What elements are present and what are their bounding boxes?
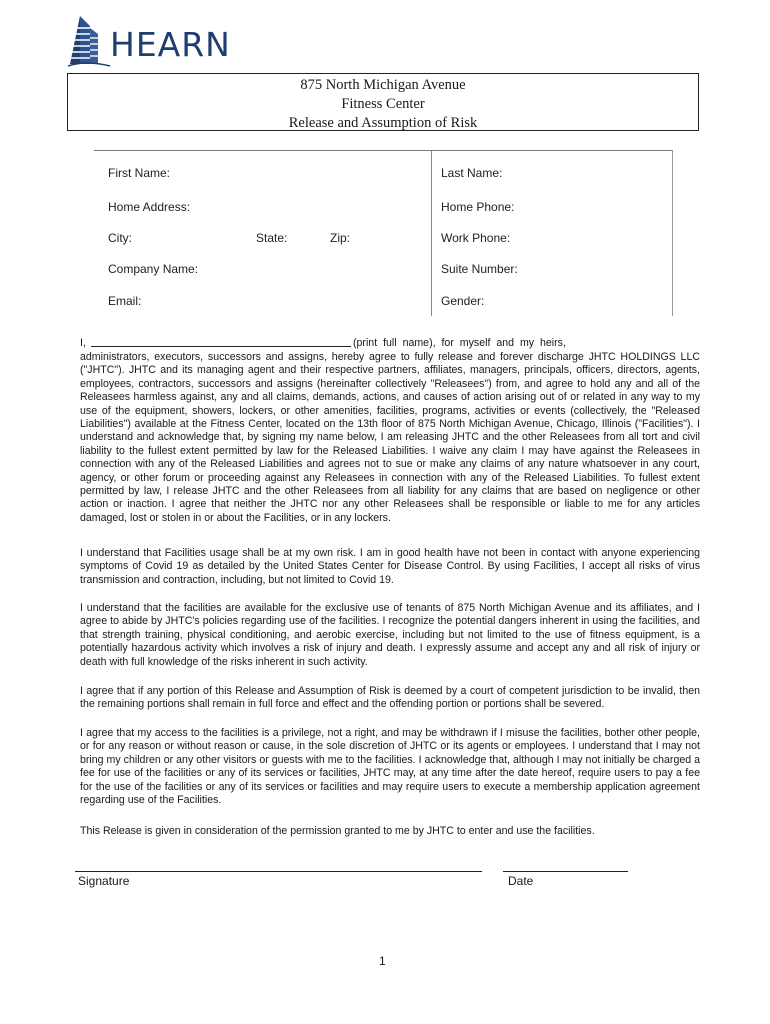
last-name-field[interactable]: Last Name:	[441, 166, 503, 180]
city-field[interactable]: City:	[108, 231, 132, 245]
consideration-paragraph: This Release is given in consideration of the permission granted to me by JHTC to enter and use the facilities.	[80, 825, 595, 837]
signature-line[interactable]	[75, 871, 482, 872]
date-line[interactable]	[503, 871, 628, 872]
email-field[interactable]: Email:	[108, 294, 142, 308]
health-risk-paragraph: I understand that Facilities usage shall be at my own risk. I am in good health have not been in contact with anyone experiencing symptoms of Covid 19 as detailed by the United States Center for Disease Control. By using Facilities, I accept all risks of virus transmission and contraction, including, but not limited to Covid 19.	[80, 547, 700, 586]
home-address-field[interactable]: Home Address:	[108, 200, 191, 214]
title-address: 875 North Michigan Avenue	[300, 77, 466, 93]
date-label: Date	[508, 874, 534, 888]
title-document: Release and Assumption of Risk	[288, 115, 478, 131]
facility-use-paragraph: I understand that the facilities are available for the exclusive use of tenants of 875 North Michigan Avenue and its affiliates, and I agree to abide by JHTC's policies regarding use of the facilities. I recognize the potential dangers inherent in using the facilities, and that strength training, physical conditioning, and aerobic exercise, including but not limited to the use of fitness equipment, is a potentially hazardous activity which involves a risk of injury and death. I expressly assume and accept any and all risk of injury or death with full knowledge of the risks inherent in such activity.	[80, 602, 700, 668]
gender-field[interactable]: Gender:	[441, 294, 485, 308]
building-logo-icon	[68, 16, 110, 66]
work-phone-field[interactable]: Work Phone:	[441, 231, 511, 245]
state-field[interactable]: State:	[256, 231, 288, 245]
release-intro-continued: (print full name), for myself and my heirs,	[353, 337, 566, 349]
severability-paragraph: I agree that if any portion of this Release and Assumption of Risk is deemed by a court of competent jurisdiction to be invalid, then the remaining portions shall remain in full force and effect and the offending portion or portions shall be severed.	[80, 685, 700, 711]
title-facility: Fitness Center	[341, 96, 425, 112]
zip-field[interactable]: Zip:	[330, 231, 351, 245]
suite-number-field[interactable]: Suite Number:	[441, 262, 518, 276]
first-name-field[interactable]: First Name:	[108, 166, 171, 180]
release-paragraph: administrators, executors, successors and assigns, hereby agree to fully release and forever discharge JHTC HOLDINGS LLC ("JHTC"). JHTC and its managing agent and their respective partners, affiliates, managers, principals, officers, directors, agents, employees, contractors, successors and assigns (hereinafter collectively "Releasees") from, and agree to hold any and all of the Releasees harmless against, any and all claims, demands, actions, and causes of action arising out of or related in any way to my use of the equipment, showers, lockers, or other amenities, facilities, programs, activities or events (collectively, the "Released Liabilities") available at the Fitness Center, located on the 13th floor of 875 North Michigan Avenue, Chicago, Illinois ("Facilities"). I understand and acknowledge that, by signing my name below, I am releasing JHTC and the other Releasees from all tort and civil liability to the fullest extent permitted by law for the Released Liabilities. I waive any claim I may have against the Releasees in connection with any of the Released Liabilities and agrees not to sue or make any claims of any nature whatsoever in any court, agency, or other forum or proceeding against any Releasees in connection with any of the Released Liabilities. To fullest extent permitted by law, I release JHTC and the other Releasees from all liability for any claims that are based on negligence or other action or inaction. I agree that neither the JHTC nor any other Releasees shall be responsible or liable to me for any articles damaged, lost or stolen in or about the Facilities, or in any lockers.	[80, 351, 700, 524]
access-privilege-paragraph: I agree that my access to the facilities is a privilege, not a right, and may be withdrawn if I misuse the facilities, bother other people, or for any reason or without reason or cause, in the sole discretion of JHTC or its agents or employees. I understand that I may not bring my children or any other visitors or guests with me to the facilities. I acknowledge that, although I may not initially be charged a fee for use of the facilities or any of its services or facilities, JHTC may, at any time after the date hereof, require users to pay a fee for the use of the facilities or any of its services or facilities and may require users to execute a membership application agreement regarding use of the Facilities.	[80, 727, 700, 807]
logo-wordmark: HEARN	[110, 25, 231, 64]
document-title-box	[67, 73, 699, 131]
page-number: 1	[379, 954, 386, 968]
company-name-field[interactable]: Company Name:	[108, 262, 199, 276]
print-name-input-line[interactable]	[91, 346, 351, 347]
home-phone-field[interactable]: Home Phone:	[441, 200, 515, 214]
signature-label: Signature	[78, 874, 130, 888]
release-intro: I,	[80, 337, 86, 349]
form-column-divider	[431, 151, 432, 316]
member-info-form	[94, 150, 673, 316]
